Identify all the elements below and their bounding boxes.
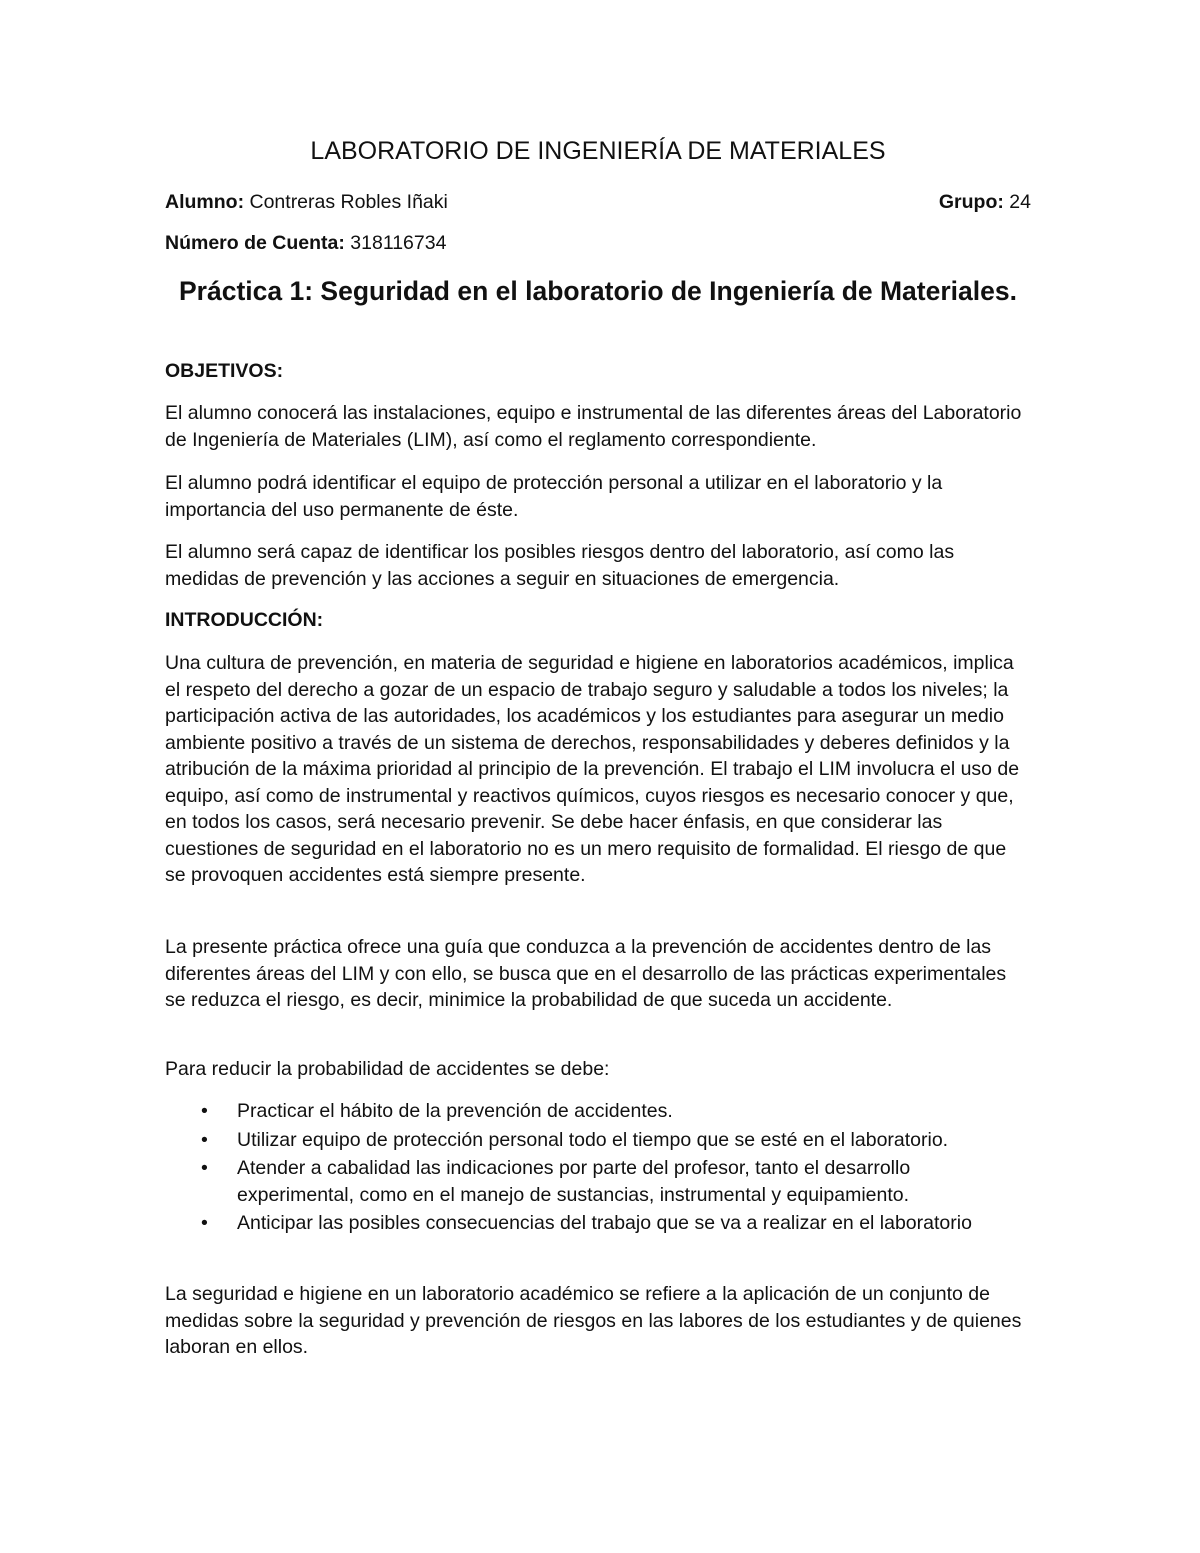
account-value: 318116734 (350, 232, 447, 254)
account-label: Número de Cuenta: (165, 232, 345, 254)
introduction-paragraph: La presente práctica ofrece una guía que conduzca a la prevención de accidentes dentro de las diferentes áreas del LIM y con ello, se busca que en el desarrollo de las prácticas experimentales se reduzca el riesgo, es decir, minimice la probabilidad de que suceda un accidente. (165, 936, 1007, 1011)
introduction-paragraph: Para reducir la probabilidad de accidentes se debe: (165, 1058, 610, 1080)
prevention-list (165, 1098, 1031, 1239)
objectives-heading: OBJETIVOS: (165, 360, 284, 382)
objective-paragraph: El alumno será capaz de identificar los posibles riesgos dentro del laboratorio, así como las medidas de prevención y las acciones a seguir en situaciones de emergencia. (165, 541, 955, 590)
student-info-row (165, 191, 1031, 214)
account-info-row (165, 232, 1031, 255)
list-item-text: Anticipar las posibles consecuencias del trabajo que se va a realizar en el laboratorio (237, 1212, 972, 1234)
group-value: 24 (1009, 191, 1031, 213)
list-item (165, 1155, 1031, 1208)
student-label: Alumno: (165, 191, 245, 213)
group-label: Grupo: (938, 191, 1004, 213)
objective-paragraph: El alumno podrá identificar el equipo de protección personal a utilizar en el laboratorio y la importancia del uso permanente de éste. (165, 472, 943, 521)
introduction-heading: INTRODUCCIÓN: (165, 609, 324, 631)
list-item-text: Utilizar equipo de protección personal todo el tiempo que se esté en el laboratorio. (237, 1128, 949, 1151)
group-field (939, 191, 1031, 214)
closing-paragraph: La seguridad e higiene en un laboratorio académico se refiere a la aplicación de un conjunto de medidas sobre la seguridad y prevención de riesgos en las labores de los estudiantes y de quienes laboran en ellos. (165, 1283, 1022, 1358)
bullet-icon: • (201, 1128, 208, 1151)
introduction-paragraph: Una cultura de prevención, en materia de seguridad e higiene en laboratorios académicos, implica el respeto del derecho a gozar de un espacio de trabajo seguro y saludable a todos los niveles; la participación activa de las autoridades, los académicos y los estudiantes para asegurar un medio ambiente positivo a través de un sistema de derechos, responsabilidades y deberes definidos y la atribución de la máxima prioridad al principio de la prevención. El trabajo el LIM involucra el uso de equipo, así como de instrumental y reactivos químicos, cuyos riesgos es necesario conocer y que, en todos los casos, será necesario prevenir. Se debe hacer énfasis, en que considerar las cuestiones de seguridad en el laboratorio no es un mero requisito de formalidad. El riesgo de que se provoquen accidentes está siempre presente. (165, 652, 1020, 886)
list-item-text: Atender a cabalidad las indicaciones por parte del profesor, tanto el desarrollo experimental, como en el manejo de sustancias, instrumental y equipamiento. (237, 1157, 911, 1206)
document-title: LABORATORIO DE INGENIERÍA DE MATERIALES (310, 137, 886, 165)
bullet-icon: • (201, 1157, 208, 1179)
list-item (165, 1127, 1031, 1154)
student-name: Contreras Robles Iñaki (249, 191, 448, 213)
student-field (165, 191, 448, 214)
objective-paragraph: El alumno conocerá las instalaciones, equipo e instrumental de las diferentes áreas del Laboratorio de Ingeniería de Materiales (LIM), así como el reglamento correspondiente. (165, 402, 1022, 451)
bullet-icon: • (201, 1212, 208, 1234)
list-item (165, 1098, 1031, 1125)
list-item (165, 1210, 1031, 1237)
bullet-icon: • (201, 1100, 208, 1122)
list-item-text: Practicar el hábito de la prevención de accidentes. (237, 1100, 673, 1122)
practice-title: Práctica 1: Seguridad en el laboratorio de Ingeniería de Materiales. (179, 276, 1017, 306)
